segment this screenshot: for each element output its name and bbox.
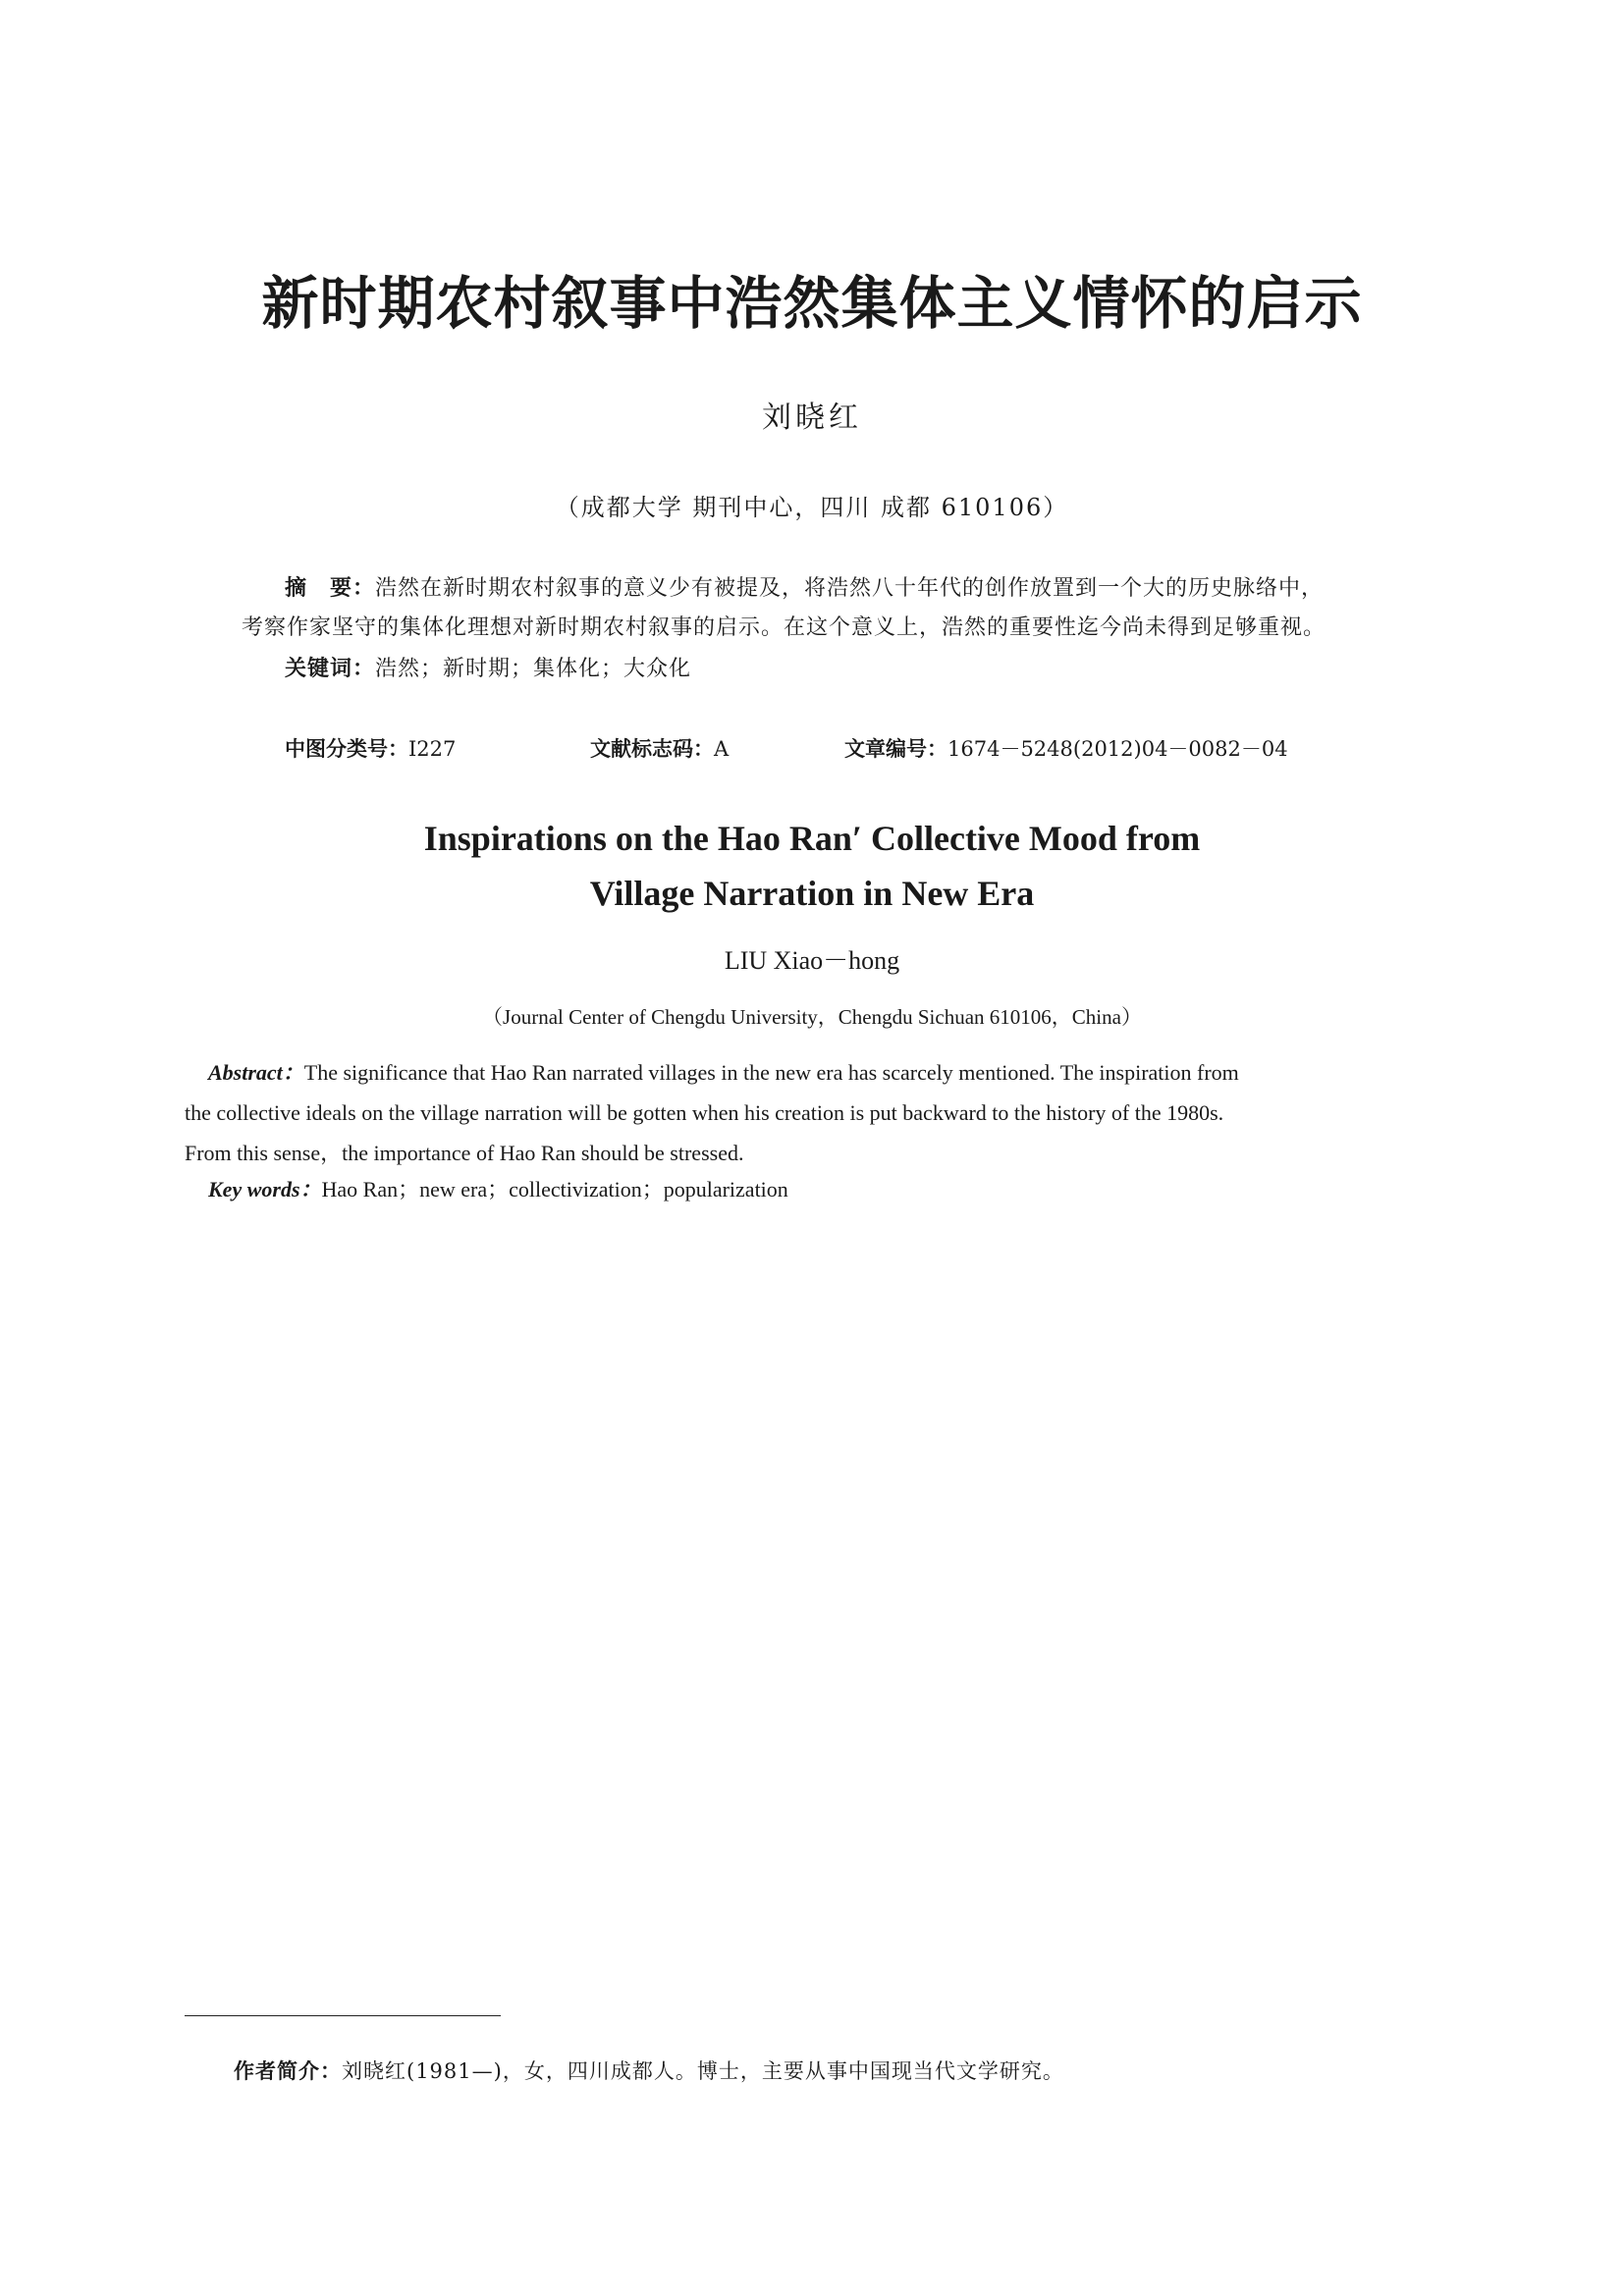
- chinese-keywords-label: 关键词：: [285, 657, 376, 681]
- chinese-abstract-label: 摘 要：: [285, 576, 376, 601]
- chinese-abstract-line-1: [242, 569, 1420, 609]
- english-abstract-label: Abstract：: [208, 1060, 304, 1085]
- document-code-value: A: [714, 737, 730, 761]
- chinese-affiliation: （成都大学 期刊中心，四川 成都 610106）: [555, 494, 1069, 521]
- english-keywords-text: Hao Ran；new era；collectivization；popularization: [321, 1177, 788, 1201]
- footnote-divider: [185, 2015, 501, 2016]
- document-code-label: 文献标志码：: [590, 737, 714, 761]
- english-affiliation: （Journal Center of Chengdu University，Chengdu Sichuan 610106，China）: [482, 1005, 1142, 1029]
- article-number-value: 1674－5248(2012)04－0082－04: [947, 737, 1288, 761]
- chinese-author: 刘晓红: [762, 400, 862, 435]
- english-author: LIU Xiao－hong: [724, 946, 900, 975]
- english-abstract-text-3: From this sense，the importance of Hao Ran should be stressed.: [185, 1141, 744, 1165]
- english-abstract-text-1: The significance that Hao Ran narrated villages in the new era has scarcely mentioned. The inspiration from: [303, 1060, 1239, 1085]
- clc-number: [285, 733, 456, 763]
- english-abstract-text-2: the collective ideals on the village narration will be gotten when his creation is put backward to the history of the 1980s.: [185, 1100, 1224, 1125]
- english-keywords: [208, 1173, 788, 1203]
- clc-label: 中图分类号：: [285, 737, 408, 761]
- chinese-abstract-text-2: 考察作家坚守的集体化理想对新时期农村叙事的启示。在这个意义上，浩然的重要性迄今尚未得到足够重视。: [242, 615, 1326, 640]
- chinese-keywords: [285, 652, 691, 682]
- article-number-label: 文章编号：: [844, 737, 947, 761]
- footnote-text: 刘晓红(1981—)，女，四川成都人。博士，主要从事中国现当代文学研究。: [342, 2059, 1064, 2083]
- author-footnote: [234, 2056, 1064, 2085]
- chinese-title: 新时期农村叙事中浩然集体主义情怀的启示: [261, 270, 1363, 337]
- chinese-keywords-text: 浩然；新时期；集体化；大众化: [375, 657, 692, 681]
- english-keywords-label: Key words：: [208, 1177, 322, 1201]
- english-title: [0, 811, 1624, 921]
- article-number: [844, 733, 1288, 763]
- clc-value: I227: [408, 737, 457, 761]
- chinese-abstract-text-1: 浩然在新时期农村叙事的意义少有被提及，将浩然八十年代的创作放置到一个大的历史脉络中，: [375, 576, 1325, 601]
- chinese-abstract: [242, 569, 1420, 648]
- english-abstract: [185, 1052, 1461, 1173]
- document-code: [590, 733, 729, 763]
- english-abstract-line-1: [185, 1052, 1461, 1093]
- footnote-label: 作者简介：: [234, 2059, 342, 2083]
- english-title-line-2: Village Narration in New Era: [589, 874, 1035, 913]
- english-title-line-1: Inspirations on the Hao Ran′ Collective Mood from: [423, 819, 1201, 858]
